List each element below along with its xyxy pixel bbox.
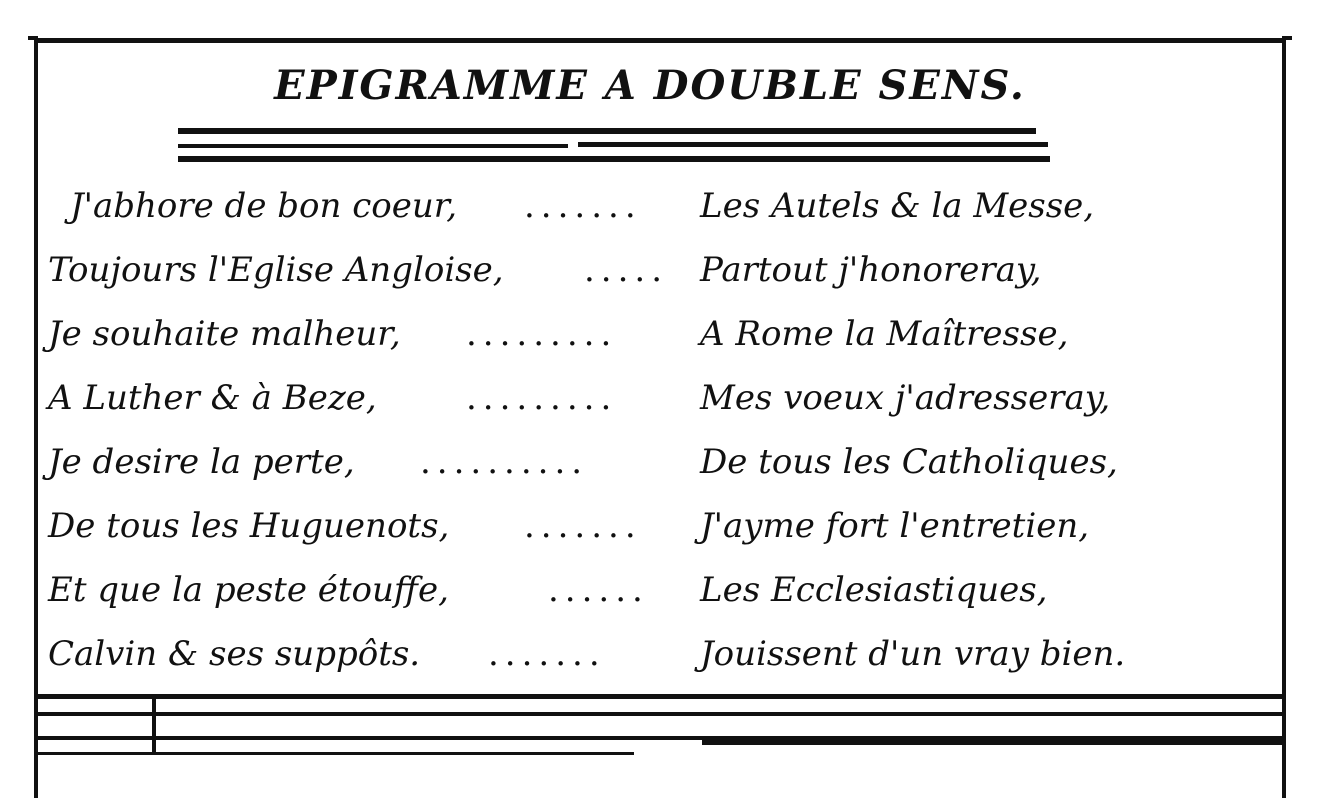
verse-line [48, 378, 1248, 442]
title-double-rule-mid-left [178, 144, 568, 148]
verse-right: J'ayme fort l'entretien, [700, 506, 1090, 546]
verse-left: A Luther & à Beze, [48, 378, 377, 418]
verse-line [48, 250, 1248, 314]
verse-line [48, 186, 1248, 250]
verse-leader-dots: ....... [488, 634, 606, 674]
verse-line [48, 570, 1248, 634]
verse-right: Jouissent d'un vray bien. [700, 634, 1126, 674]
verse-left: De tous les Huguenots, [48, 506, 450, 546]
verse-leader-dots: ......... [466, 378, 618, 418]
verse-right: Mes voeux j'adresseray, [700, 378, 1111, 418]
verse-line [48, 634, 1248, 698]
corner-mark-right [1282, 36, 1292, 40]
verse-right: De tous les Catholiques, [700, 442, 1118, 482]
verse-line [48, 506, 1248, 570]
verse-left: Je desire la perte, [48, 442, 355, 482]
bottom-vertical-tick [152, 696, 156, 754]
verse-leader-dots: ......... [466, 314, 618, 354]
verse-line [48, 442, 1248, 506]
verse-right: Les Autels & la Messe, [700, 186, 1095, 226]
verse-right: Partout j'honoreray, [700, 250, 1042, 290]
bottom-rule-4-right [702, 740, 1286, 745]
title-double-rule-mid-right [578, 142, 1048, 147]
verse-leader-dots: ....... [524, 506, 642, 546]
verse-left: Calvin & ses suppôts. [48, 634, 421, 674]
title-double-rule-bottom [178, 156, 1050, 162]
bottom-rule-2 [34, 712, 1286, 716]
epigram-title: EPIGRAMME A DOUBLE SENS. [274, 62, 1026, 109]
verse-leader-dots: .......... [420, 442, 589, 482]
verse-leader-dots: ..... [584, 250, 669, 290]
bottom-rule-4-left [34, 752, 634, 755]
verse-leader-dots: ...... [548, 570, 649, 610]
verse-left: Toujours l'Eglise Angloise, [48, 250, 504, 290]
epigram-verses [48, 186, 1248, 698]
verse-left: Je souhaite malheur, [48, 314, 401, 354]
verse-leader-dots: ....... [524, 186, 642, 226]
title-double-rule-top [178, 128, 1036, 134]
verse-left: Et que la peste étouffe, [48, 570, 449, 610]
bottom-rule-1 [34, 694, 1286, 699]
verse-right: Les Ecclesiastiques, [700, 570, 1048, 610]
verse-right: A Rome la Maîtresse, [700, 314, 1069, 354]
verse-left: J'abhore de bon coeur, [70, 186, 458, 226]
corner-mark-left [28, 36, 38, 40]
verse-line [48, 314, 1248, 378]
